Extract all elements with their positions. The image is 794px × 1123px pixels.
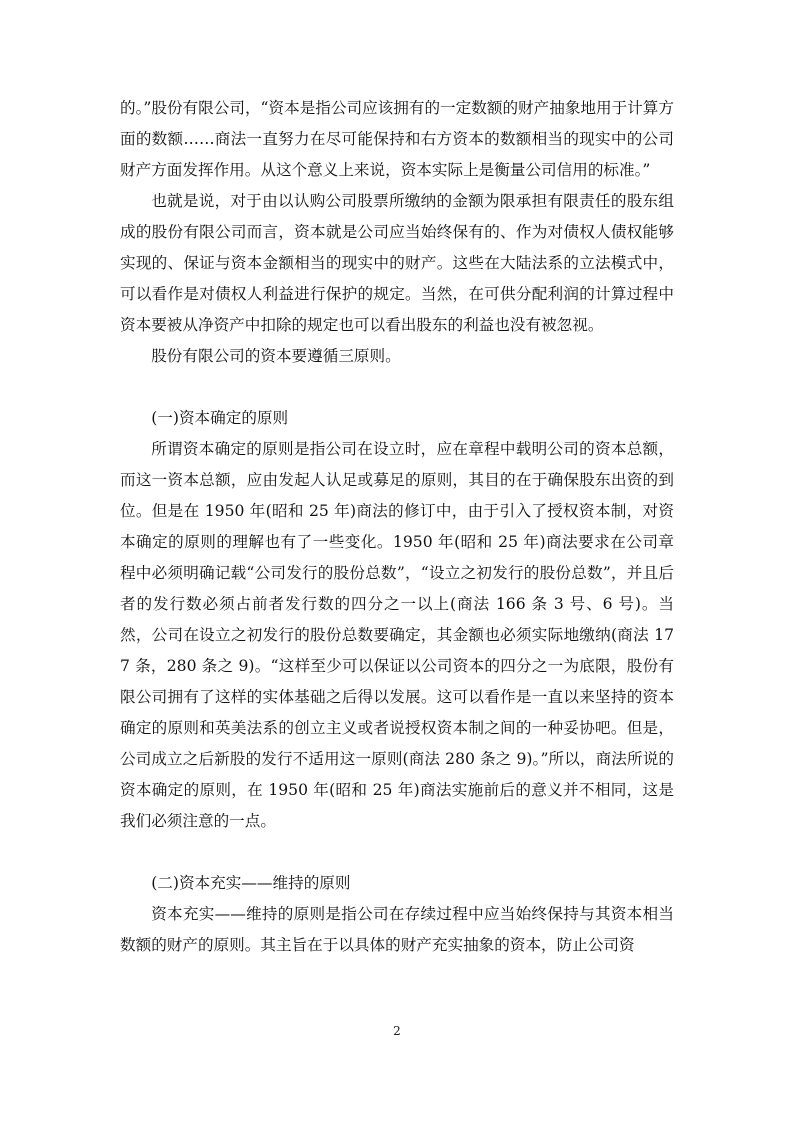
paragraph-three-principles: 股份有限公司的资本要遵循三原则。: [151, 347, 401, 365]
paragraph-capital-determination: 所谓资本确定的原则是指公司在设立时，应在章程中载明公司的资本总额，而这一资本总额，应由发起人认足或募足的原则，其目的在于确保股东出资的到位。但是在 1950 年(昭和 25 年)商法的修订中，由于引入了授权资本制，对资本确定的原则的理解也有了一些变化。1950 年(昭和 25 年)商法要求在公司章程中必须明确记载“公司发行的股份总数”，“设立之初发行的股份总数”，并且后者的发行数必须占前者发行数的四分之一以上(商法 166 条 3 号、6 号)。当然，公司在设立之初发行的股份总数要确定，其金额也必须实际地缴纳(商法 177 条，280 条之 9)。“这样至少可以保证以公司资本的四分之一为底限，股份有限公司拥有了这样的实体基础之后得以发展。这可以看作是一直以来坚持的资本确定的原则和英美法系的创立主义或者说授权资本制之间的一种妥协吧。但是，公司成立之后新股的发行不适用这一原则(商法 280 条之 9)。”所以，商法所说的资本确定的原则，在 1950 年(昭和 25 年)商法实施前后的意义并不相同，这是我们必须注意的一点。: [120, 440, 674, 830]
paragraph-capital-maintenance: 资本充实——维持的原则是指公司在存续过程中应当始终保持与其资本相当数额的财产的原则。其主旨在于以具体的财产充实抽象的资本，防止公司资: [120, 905, 674, 954]
document-page: [120, 93, 674, 961]
paragraph-quote-continuation: 的。”股份有限公司，“资本是指公司应该拥有的一定数额的财产抽象地用于计算方面的数额……商法一直努力在尽可能保持和右方资本的数额相当的现实中的公司财产方面发挥作用。从这个意义上来说，资本实际上是衡量公司信用的标准。”: [120, 99, 674, 179]
section-heading-capital-determination: (一)资本确定的原则: [151, 409, 289, 427]
section-gap: [120, 837, 674, 868]
section-gap: [120, 372, 674, 403]
paragraph-capital-protection: 也就是说，对于由以认购公司股票所缴纳的金额为限承担有限责任的股东组成的股份有限公司而言，资本就是公司应当始终保有的、作为对债权人债权能够实现的、保证与资本金额相当的现实中的财产。这些在大陆法系的立法模式中，可以看作是对债权人利益进行保护的规定。当然，在可供分配利润的计算过程中资本要被从净资产中扣除的规定也可以看出股东的利益也没有被忽视。: [120, 192, 674, 334]
page-number: 2: [393, 1024, 401, 1038]
section-heading-capital-maintenance: (二)资本充实——维持的原则: [151, 874, 351, 892]
